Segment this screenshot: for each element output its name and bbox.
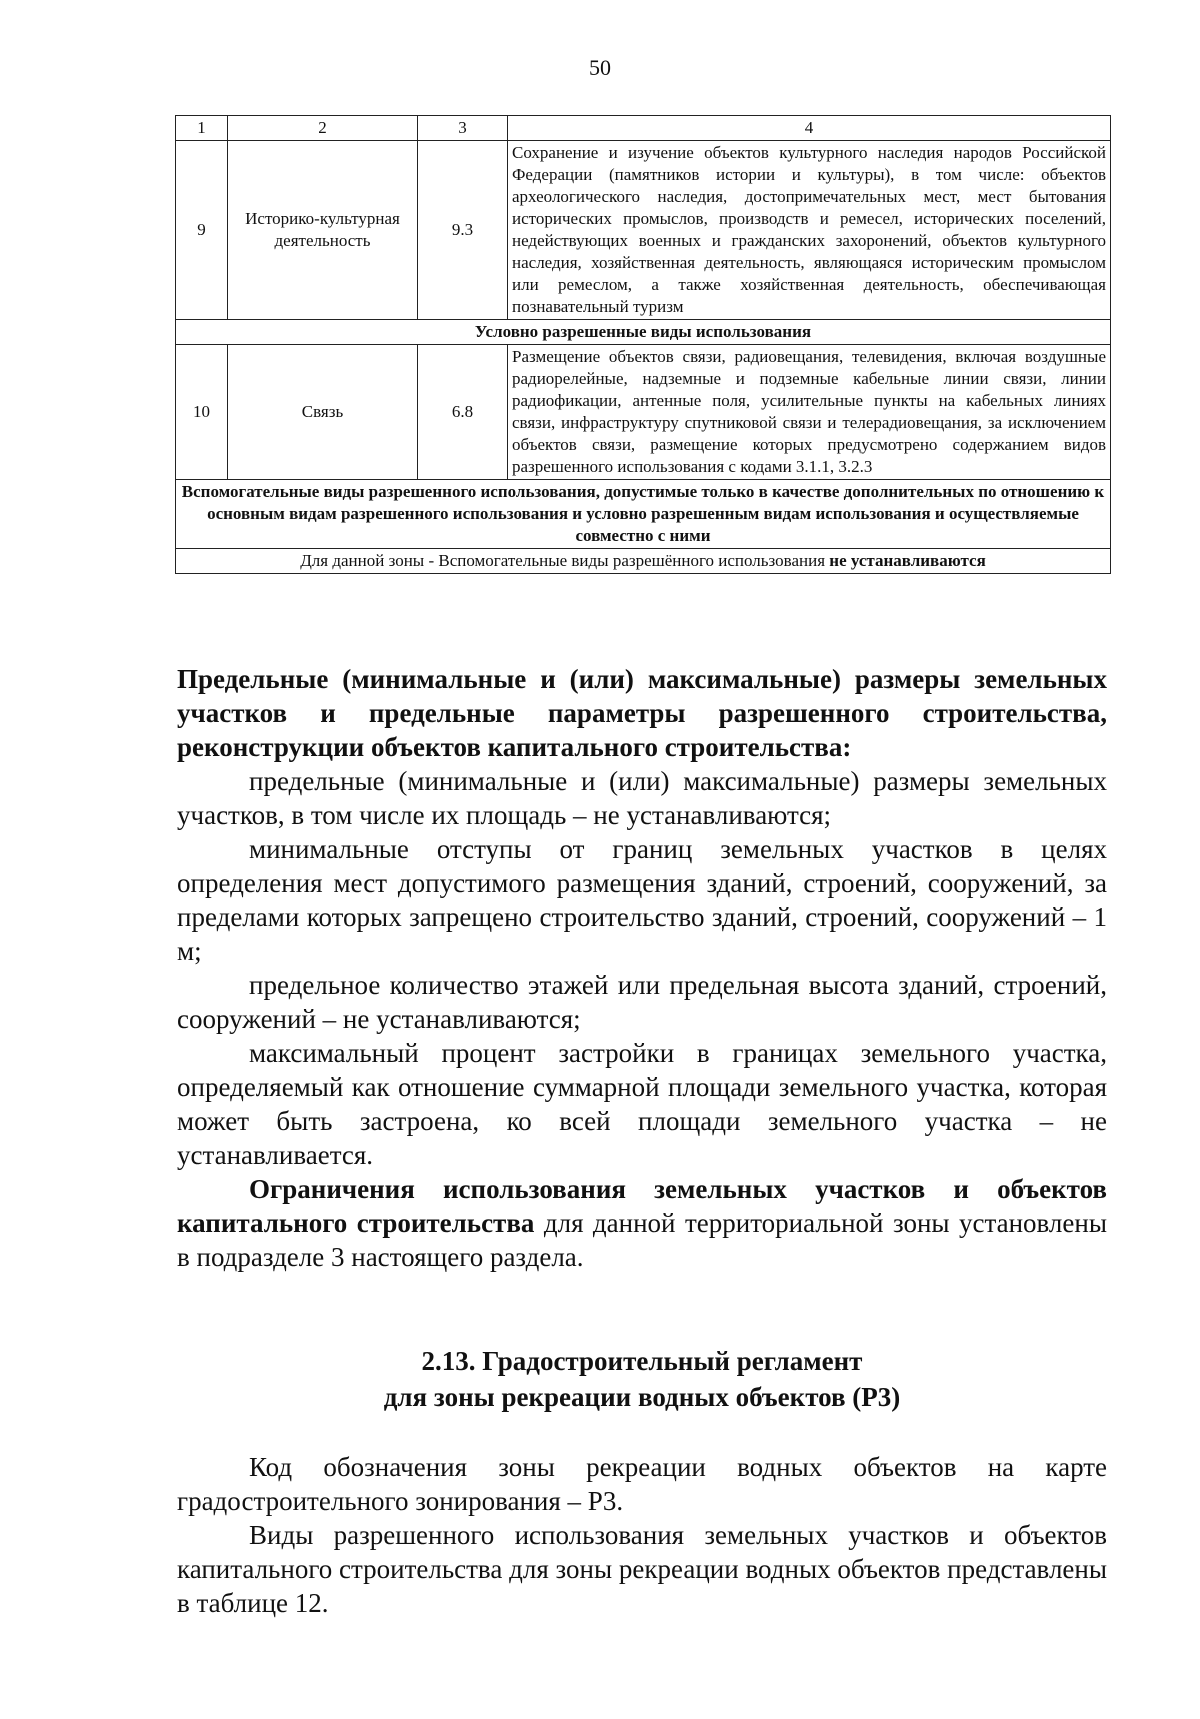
auxiliary-note-prefix: Для данной зоны - Вспомогательные виды разрешённого использования bbox=[300, 551, 830, 570]
auxiliary-uses-row bbox=[176, 480, 1111, 549]
restrictions-text: для данной территориальной зоны установлены в подразделе 3 настоящего раздела. bbox=[177, 1208, 1107, 1272]
header-col-3: 3 bbox=[418, 116, 508, 141]
limits-heading: Предельные (минимальные и (или) максимальные) размеры земельных участков и предельные параметры разрешенного строительства, реконструкции объектов капитального строительства: bbox=[177, 664, 1107, 762]
conditional-uses-row bbox=[176, 320, 1111, 345]
limits-paragraph-2: минимальные отступы от границ земельных участков в целях определения мест допустимого размещения зданий, строений, сооружений, за пределами которых запрещено строительство зданий, строений, сооружений – 1 м; bbox=[177, 834, 1107, 966]
section-title bbox=[177, 1343, 1107, 1415]
row-use-description: Размещение объектов связи, радиовещания, телевидения, включая воздушные радиорелейные, надземные и подземные кабельные линии связи, линии радиофикации, антенные поля, усилительные пункты на кабельных линиях связи, инфраструктуру спутниковой связи и телерадиовещания, за исключением объектов связи, размещение которых предусмотрено содержанием видов разрешенного использования с кодами 3.1.1, 3.2.3 bbox=[508, 345, 1111, 480]
limits-paragraph-1: предельные (минимальные и (или) максимальные) размеры земельных участков, в том числе их площадь – не устанавливаются; bbox=[177, 766, 1107, 830]
section-paragraph-2: Виды разрешенного использования земельных участков и объектов капитального строительства для зоны рекреации водных объектов представлены в таблице 12. bbox=[177, 1520, 1107, 1618]
section-body bbox=[177, 1450, 1107, 1620]
auxiliary-uses-title: Вспомогательные виды разрешенного использования, допустимые только в качестве дополнительных по отношению к основным видам разрешенного использования и условно разрешенным видам использования и осуществляемые совместно с ними bbox=[176, 480, 1111, 549]
table-header-row bbox=[176, 116, 1111, 141]
header-col-1: 1 bbox=[176, 116, 228, 141]
row-number: 10 bbox=[176, 345, 228, 480]
limits-paragraph-3: предельное количество этажей или предельная высота зданий, строений, сооружений – не устанавливаются; bbox=[177, 970, 1107, 1034]
restrictions-bold-text: Ограничения использования земельных участков и объектов капитального строительства bbox=[177, 1174, 1107, 1238]
row-use-code: 6.8 bbox=[418, 345, 508, 480]
row-use-name: Историко-культурная деятельность bbox=[228, 141, 418, 320]
auxiliary-note-row bbox=[176, 549, 1111, 574]
limits-section bbox=[177, 662, 1107, 1274]
table-row bbox=[176, 141, 1111, 320]
section-paragraph-1: Код обозначения зоны рекреации водных объектов на карте градостроительного зонирования – Р3. bbox=[177, 1452, 1107, 1516]
conditional-uses-title: Условно разрешенные виды использования bbox=[176, 320, 1111, 345]
auxiliary-note bbox=[176, 549, 1111, 574]
auxiliary-note-bold: не устанавливаются bbox=[829, 551, 986, 570]
land-use-table bbox=[175, 115, 1111, 574]
row-number: 9 bbox=[176, 141, 228, 320]
section-title-line-2: для зоны рекреации водных объектов (Р3) bbox=[383, 1382, 901, 1412]
header-col-4: 4 bbox=[508, 116, 1111, 141]
table-row bbox=[176, 345, 1111, 480]
header-col-2: 2 bbox=[228, 116, 418, 141]
row-use-code: 9.3 bbox=[418, 141, 508, 320]
restrictions-paragraph bbox=[177, 1172, 1107, 1274]
row-use-description: Сохранение и изучение объектов культурного наследия народов Российской Федерации (памятников истории и культуры), в том числе: объектов археологического наследия, достопримечательных мест, мест бытования исторических промыслов, производств и ремесел, исторических поселений, недействующих военных и гражданских захоронений, объектов культурного наследия, хозяйственная деятельность, являющаяся историческим промыслом или ремеслом, а также хозяйственная деятельность, обеспечивающая познавательный туризм bbox=[508, 141, 1111, 320]
page-number: 50 bbox=[589, 55, 611, 80]
row-use-name: Связь bbox=[228, 345, 418, 480]
section-title-line-1: 2.13. Градостроительный регламент bbox=[421, 1346, 863, 1376]
limits-paragraph-4: максимальный процент застройки в границах земельного участка, определяемый как отношение суммарной площади земельного участка, которая может быть застроена, ко всей площади земельного участка – не устанавливается. bbox=[177, 1038, 1107, 1170]
